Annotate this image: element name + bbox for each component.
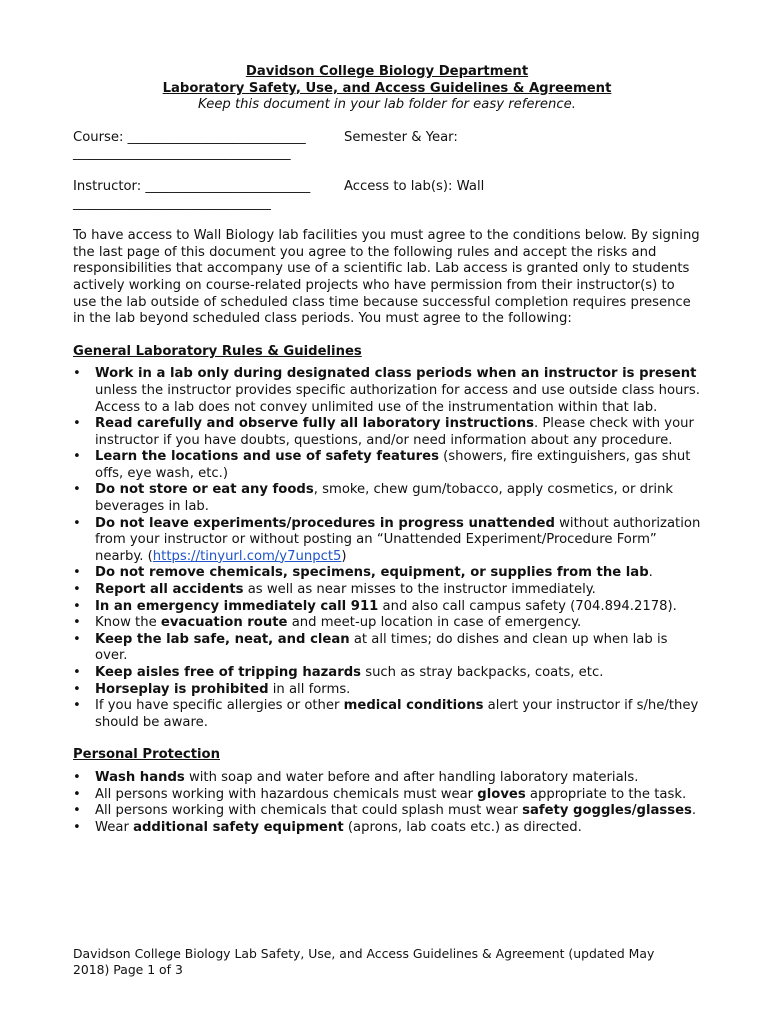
general-rules-heading: General Laboratory Rules & Guidelines bbox=[73, 343, 362, 359]
rule-emphasis: In an emergency immediately call 911 bbox=[95, 598, 379, 614]
bullet-icon: • bbox=[73, 565, 81, 581]
instructor-field: Instructor: _________________________ bbox=[73, 178, 311, 194]
bullet-icon: • bbox=[73, 482, 81, 498]
rule-emphasis: Read carefully and observe fully all laboratory instructions bbox=[95, 416, 534, 432]
rule-text: All persons working with chemicals that could splash must wear bbox=[95, 803, 523, 819]
bullet-icon: • bbox=[73, 416, 81, 432]
list-item bbox=[73, 516, 701, 566]
page-footer: Davidson College Biology Lab Safety, Use, and Access Guidelines & Agreement (updated May 2018) Page 1 of 3 bbox=[73, 946, 655, 977]
list-item bbox=[73, 565, 701, 582]
rule-emphasis: Do not store or eat any foods bbox=[95, 482, 314, 498]
rule-emphasis: Keep the lab safe, neat, and clean bbox=[95, 631, 350, 647]
rule-emphasis: Do not remove chemicals, specimens, equipment, or supplies from the lab bbox=[95, 565, 649, 581]
list-item bbox=[73, 632, 701, 665]
document-subtitle: Keep this document in your lab folder for easy reference. bbox=[198, 97, 576, 113]
course-field: Course: ___________________________ bbox=[73, 129, 306, 145]
semester-line: _________________________________ bbox=[73, 146, 291, 162]
rule-text: unless the instructor provides specific authorization for access and use outside class hours. Access to a lab does not convey unlimited use of the instrumentation within that lab. bbox=[95, 382, 700, 415]
rule-text: such as stray backpacks, coats, etc. bbox=[361, 665, 604, 680]
rule-emphasis: additional safety equipment bbox=[133, 819, 344, 835]
rule-text: in all forms. bbox=[268, 681, 351, 697]
personal-protection-list bbox=[73, 770, 701, 836]
rule-emphasis: safety goggles/glasses bbox=[522, 803, 692, 819]
rule-text: alert your instructor if s/he/they should be aware. bbox=[95, 698, 699, 730]
list-item bbox=[73, 787, 701, 804]
rule-emphasis: medical conditions bbox=[343, 698, 484, 714]
list-item bbox=[73, 615, 701, 632]
rule-text: without authorization from your instructor or without posting an “Unattended Experiment/Procedure Form” nearby. ( bbox=[95, 515, 701, 564]
rule-text: . bbox=[648, 565, 653, 581]
rule-emphasis: gloves bbox=[477, 786, 526, 802]
form-fields bbox=[73, 130, 701, 212]
bullet-icon: • bbox=[73, 515, 81, 531]
rule-emphasis: Learn the locations and use of safety features bbox=[95, 449, 439, 465]
list-item bbox=[73, 665, 701, 682]
list-item bbox=[73, 449, 701, 482]
intro-paragraph: To have access to Wall Biology lab facilities you must agree to the conditions below. By signing the last page of this document you agree to the following rules and accept the risks and responsibilities that accompany use of a scientific lab. Lab access is granted only to students actively working on course-related projects who have permission from their instructor(s) to use the lab outside of scheduled class time because successful completion requires presence in the lab beyond scheduled class periods. You must agree to the following: bbox=[73, 228, 700, 327]
list-item bbox=[73, 770, 701, 787]
personal-protection-heading: Personal Protection bbox=[73, 747, 220, 763]
rule-text: All persons working with hazardous chemicals must wear bbox=[95, 786, 478, 802]
unattended-form-link[interactable]: https://tinyurl.com/y7unpct5 bbox=[152, 548, 342, 564]
rule-emphasis: Do not leave experiments/procedures in progress unattended bbox=[95, 515, 555, 531]
document-title: Laboratory Safety, Use, and Access Guidelines & Agreement bbox=[162, 80, 612, 96]
rule-emphasis: evacuation route bbox=[160, 615, 288, 631]
rule-text: with soap and water before and after handling laboratory materials. bbox=[184, 769, 639, 785]
bullet-icon: • bbox=[73, 449, 81, 465]
bullet-icon: • bbox=[73, 819, 81, 835]
rule-text: Wear bbox=[95, 819, 134, 835]
rule-emphasis: Keep aisles free of tripping hazards bbox=[95, 665, 361, 680]
bullet-icon: • bbox=[73, 582, 81, 598]
course-row bbox=[73, 130, 701, 147]
list-item bbox=[73, 803, 701, 820]
rule-emphasis: Horseplay is prohibited bbox=[95, 681, 269, 697]
access-line: ______________________________ bbox=[73, 195, 271, 211]
rule-text: at all times; do dishes and clean up when lab is over. bbox=[95, 631, 668, 664]
rule-text: and meet-up location in case of emergency. bbox=[287, 615, 582, 631]
rule-text: appropriate to the task. bbox=[525, 786, 687, 802]
semester-field: Semester & Year: bbox=[344, 129, 458, 145]
bullet-icon: • bbox=[73, 681, 81, 697]
access-field: Access to lab(s): Wall bbox=[344, 178, 485, 194]
bullet-icon: • bbox=[73, 786, 81, 802]
list-item bbox=[73, 582, 701, 599]
bullet-icon: • bbox=[73, 366, 81, 382]
rule-text: . bbox=[691, 803, 697, 819]
rule-text: If you have specific allergies or other bbox=[95, 698, 344, 714]
rule-text: , smoke, chew gum/tobacco, apply cosmetics, or drink beverages in lab. bbox=[95, 482, 674, 515]
list-item bbox=[73, 482, 701, 515]
rule-text: (aprons, lab coats etc.) as directed. bbox=[343, 819, 582, 835]
bullet-icon: • bbox=[73, 698, 81, 714]
rule-text: as well as near misses to the instructor immediately. bbox=[243, 582, 596, 598]
bullet-icon: • bbox=[73, 769, 81, 785]
bullet-icon: • bbox=[73, 631, 81, 647]
rule-text: . Please check with your instructor if you have doubts, questions, and/or need information about any procedure. bbox=[95, 416, 694, 448]
bullet-icon: • bbox=[73, 803, 81, 819]
department-title: Davidson College Biology Department bbox=[245, 64, 529, 79]
general-rules-list bbox=[73, 366, 701, 731]
list-item bbox=[73, 599, 701, 616]
rule-text: (showers, fire extinguishers, gas shut offs, eye wash, etc.) bbox=[95, 449, 691, 481]
rule-emphasis: Wash hands bbox=[95, 769, 185, 785]
bullet-icon: • bbox=[73, 598, 81, 614]
list-item bbox=[73, 682, 701, 699]
instructor-row bbox=[73, 179, 701, 196]
rule-text: ) bbox=[341, 548, 347, 564]
list-item bbox=[73, 820, 701, 837]
list-item bbox=[73, 366, 701, 416]
rule-text: Know the bbox=[95, 615, 161, 631]
rule-emphasis: Report all accidents bbox=[95, 582, 244, 598]
list-item bbox=[73, 416, 701, 449]
list-item bbox=[73, 698, 701, 731]
rule-text: and also call campus safety (704.894.2178). bbox=[378, 598, 677, 614]
bullet-icon: • bbox=[73, 615, 81, 631]
document-page bbox=[73, 64, 701, 852]
rule-emphasis: Work in a lab only during designated class periods when an instructor is present bbox=[95, 366, 697, 382]
bullet-icon: • bbox=[73, 665, 81, 680]
